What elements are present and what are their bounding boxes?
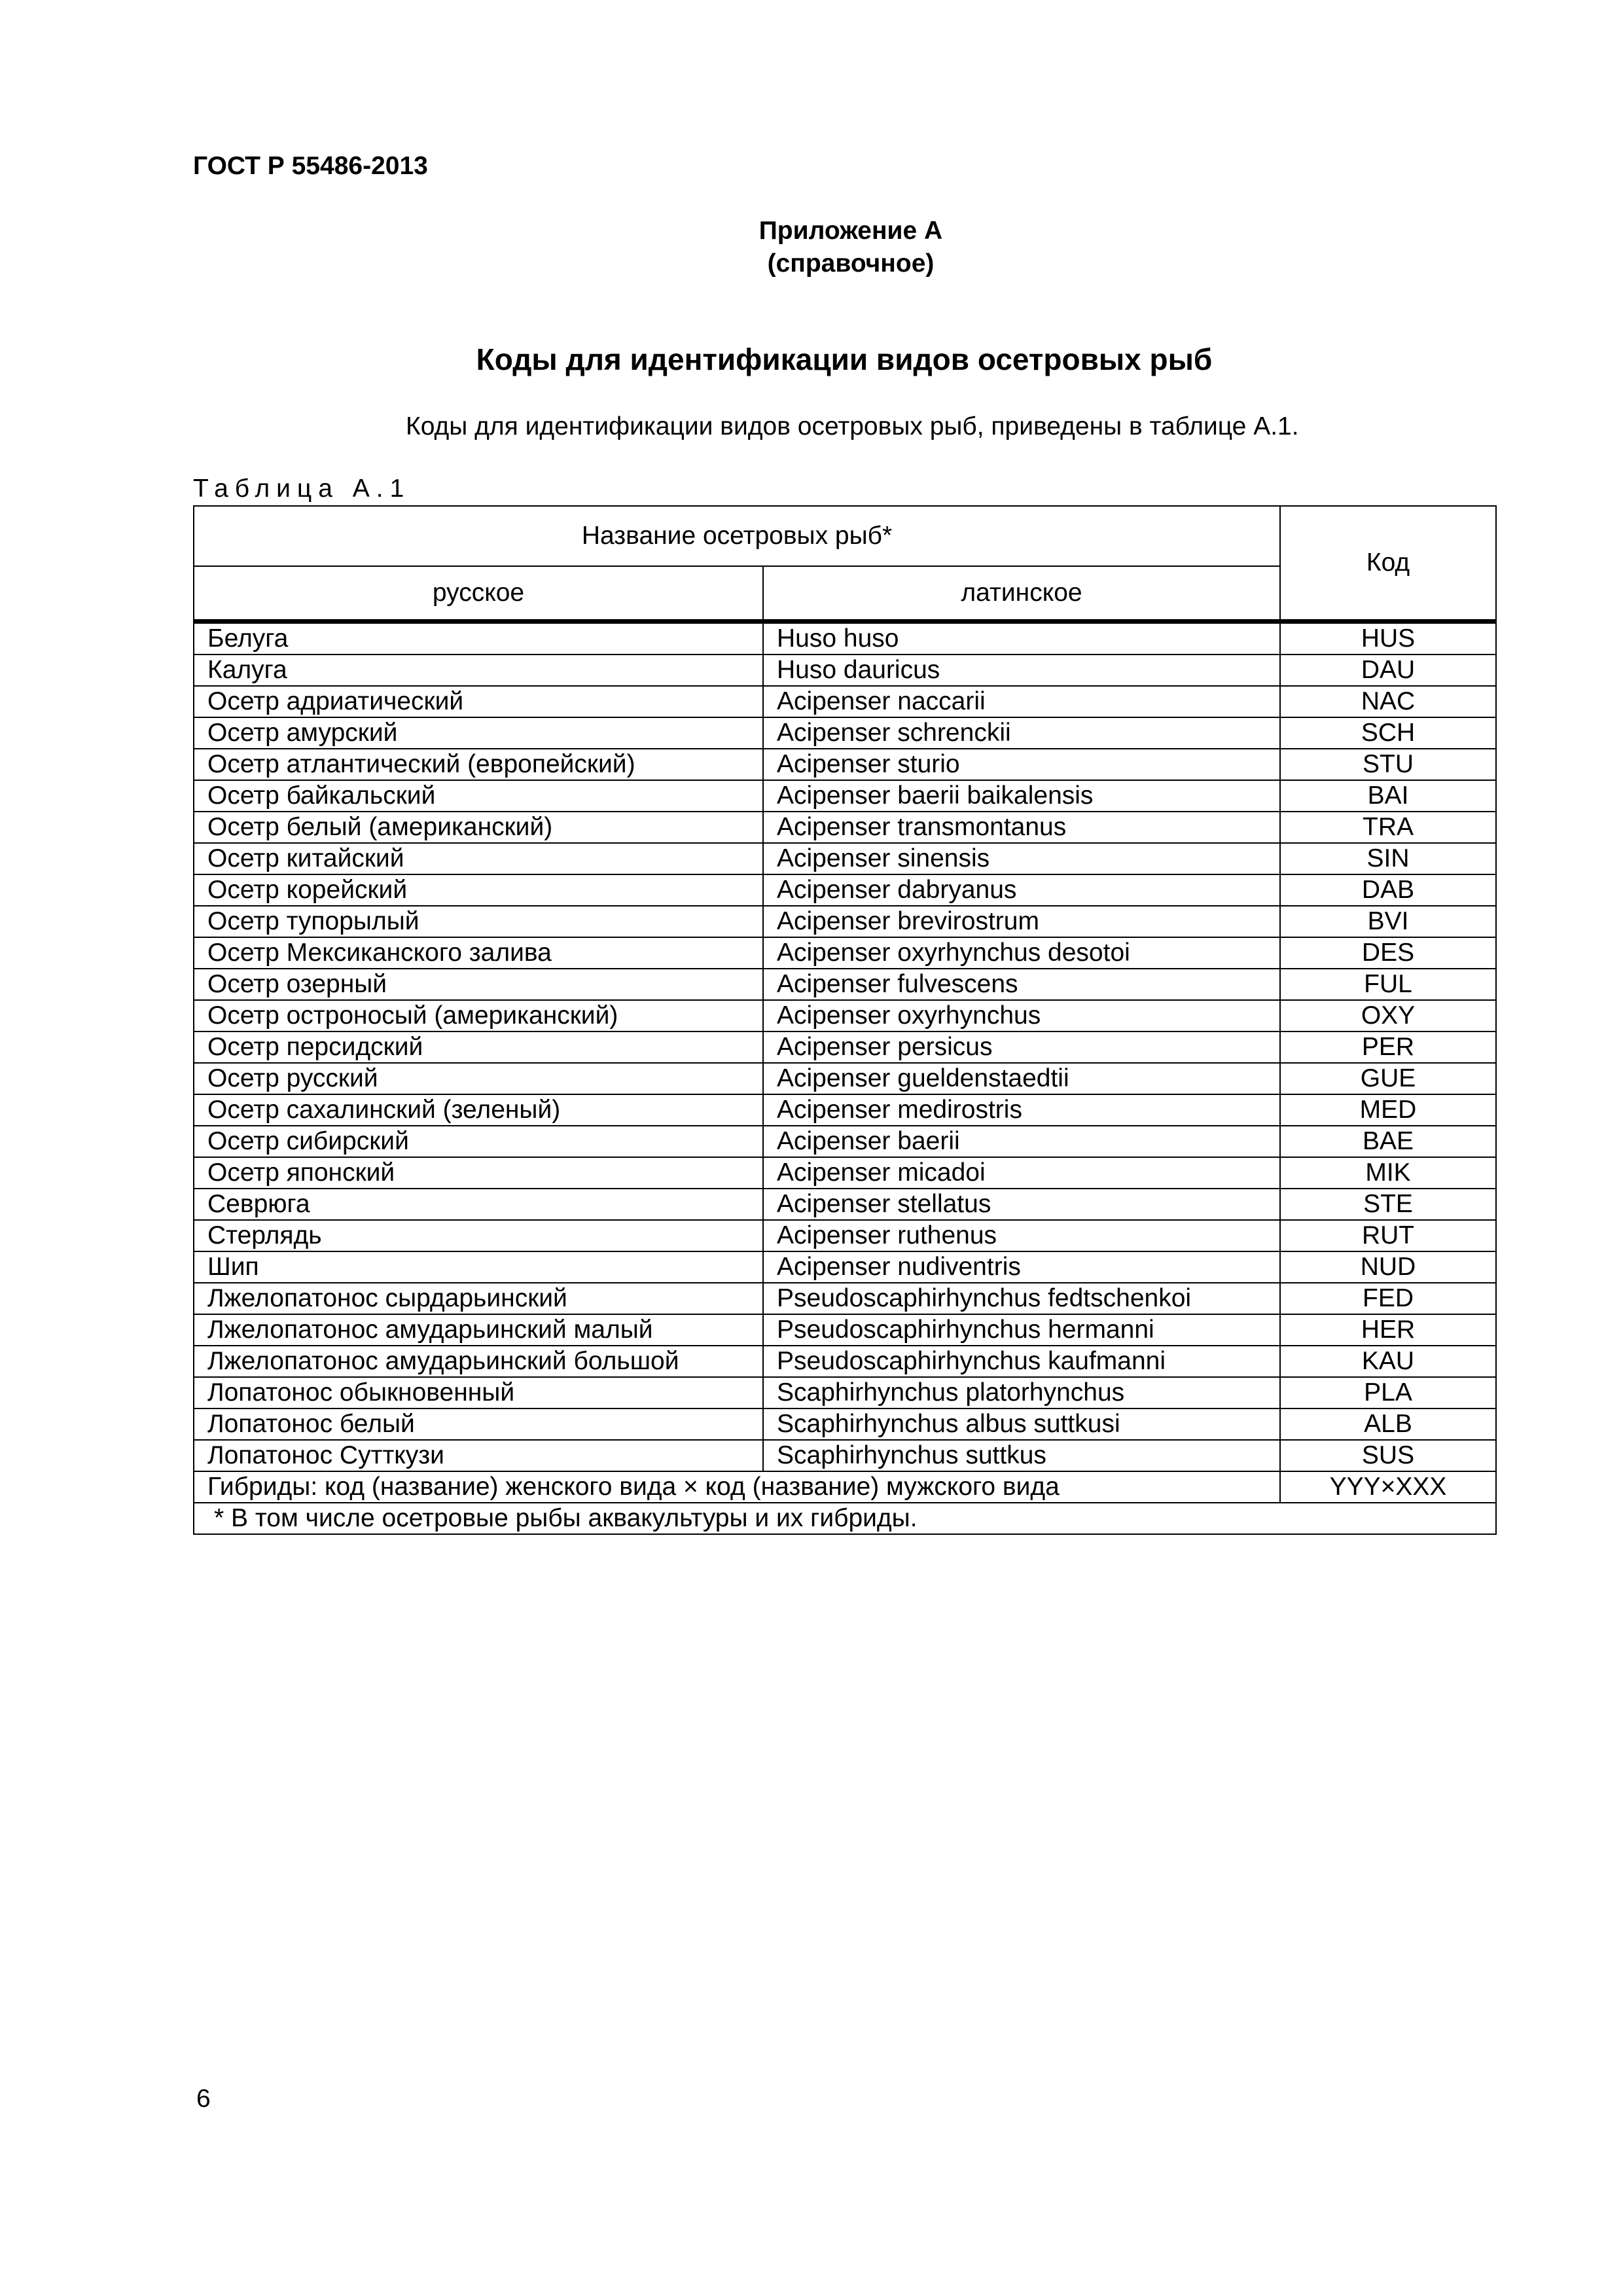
table-row <box>194 1094 1496 1126</box>
russian-name-cell: Осетр Мексиканского залива <box>194 937 763 969</box>
code-cell: DES <box>1280 937 1496 969</box>
table-row <box>194 655 1496 686</box>
code-cell: STE <box>1280 1189 1496 1220</box>
table-row <box>194 1314 1496 1346</box>
russian-name-cell: Осетр амурский <box>194 717 763 749</box>
code-cell: DAU <box>1280 655 1496 686</box>
table-caption: Таблица А.1 <box>193 475 411 503</box>
table-row <box>194 1189 1496 1220</box>
document-header: ГОСТ Р 55486-2013 <box>193 152 428 180</box>
section-title: Коды для идентификации видов осетровых рыб <box>476 342 1213 376</box>
latin-name-cell: Acipenser sinensis <box>763 843 1280 874</box>
russian-name-cell: Осетр китайский <box>194 843 763 874</box>
code-cell: PLA <box>1280 1377 1496 1408</box>
table-row <box>194 1031 1496 1063</box>
appendix-type: (справочное) <box>767 249 935 278</box>
latin-name-cell: Pseudoscaphirhynchus kaufmanni <box>763 1346 1280 1377</box>
russian-name-cell: Осетр адриатический <box>194 686 763 717</box>
code-cell: FUL <box>1280 969 1496 1000</box>
russian-name-cell: Осетр атлантический (европейский) <box>194 749 763 780</box>
footnote-row <box>194 1503 1496 1534</box>
table-row <box>194 1126 1496 1157</box>
russian-name-cell: Осетр русский <box>194 1063 763 1094</box>
latin-name-cell: Acipenser ruthenus <box>763 1220 1280 1251</box>
code-cell: PER <box>1280 1031 1496 1063</box>
header-code: Код <box>1280 506 1496 620</box>
code-cell: NAC <box>1280 686 1496 717</box>
code-cell: TRA <box>1280 812 1496 843</box>
latin-name-cell: Scaphirhynchus platorhynchus <box>763 1377 1280 1408</box>
latin-name-cell: Acipenser gueldenstaedtii <box>763 1063 1280 1094</box>
latin-name-cell: Pseudoscaphirhynchus fedtschenkoi <box>763 1283 1280 1314</box>
code-cell: MIK <box>1280 1157 1496 1189</box>
code-cell: FED <box>1280 1283 1496 1314</box>
latin-name-cell: Acipenser baerii baikalensis <box>763 780 1280 812</box>
russian-name-cell: Лопатонос обыкновенный <box>194 1377 763 1408</box>
russian-name-cell: Осетр белый (американский) <box>194 812 763 843</box>
latin-name-cell: Acipenser oxyrhynchus <box>763 1000 1280 1031</box>
hybrid-row <box>194 1471 1496 1503</box>
russian-name-cell: Осетр озерный <box>194 969 763 1000</box>
russian-name-cell: Осетр остроносый (американский) <box>194 1000 763 1031</box>
header-species-name: Название осетровых рыб* <box>194 506 1280 566</box>
latin-name-cell: Acipenser micadoi <box>763 1157 1280 1189</box>
table-row <box>194 812 1496 843</box>
code-cell: SUS <box>1280 1440 1496 1471</box>
species-codes-table <box>193 505 1497 1535</box>
latin-name-cell: Acipenser persicus <box>763 1031 1280 1063</box>
latin-name-cell: Acipenser fulvescens <box>763 969 1280 1000</box>
code-cell: BAE <box>1280 1126 1496 1157</box>
table-body <box>194 620 1496 1534</box>
table-row <box>194 1377 1496 1408</box>
code-cell: SCH <box>1280 717 1496 749</box>
table-row <box>194 1220 1496 1251</box>
code-cell: OXY <box>1280 1000 1496 1031</box>
code-cell: ALB <box>1280 1408 1496 1440</box>
table-row <box>194 937 1496 969</box>
russian-name-cell: Белуга <box>194 622 763 655</box>
russian-name-cell: Лопатонос Сутткузи <box>194 1440 763 1471</box>
code-cell: BAI <box>1280 780 1496 812</box>
russian-name-cell: Осетр байкальский <box>194 780 763 812</box>
latin-name-cell: Acipenser transmontanus <box>763 812 1280 843</box>
latin-name-cell: Acipenser naccarii <box>763 686 1280 717</box>
table-row <box>194 1283 1496 1314</box>
latin-name-cell: Acipenser brevirostrum <box>763 906 1280 937</box>
table-row <box>194 1346 1496 1377</box>
latin-name-cell: Acipenser stellatus <box>763 1189 1280 1220</box>
header-russian: русское <box>194 566 763 620</box>
code-cell: GUE <box>1280 1063 1496 1094</box>
table-row <box>194 780 1496 812</box>
latin-name-cell: Huso huso <box>763 622 1280 655</box>
russian-name-cell: Севрюга <box>194 1189 763 1220</box>
table-row <box>194 843 1496 874</box>
code-cell: MED <box>1280 1094 1496 1126</box>
table-row <box>194 1251 1496 1283</box>
latin-name-cell: Acipenser sturio <box>763 749 1280 780</box>
latin-name-cell: Acipenser medirostris <box>763 1094 1280 1126</box>
table-row <box>194 717 1496 749</box>
code-cell: RUT <box>1280 1220 1496 1251</box>
russian-name-cell: Лжелопатонос амударьинский малый <box>194 1314 763 1346</box>
hybrid-rule-cell: Гибриды: код (название) женского вида × код (название) мужского вида <box>194 1471 1280 1503</box>
code-cell: NUD <box>1280 1251 1496 1283</box>
table-row <box>194 1408 1496 1440</box>
table-row <box>194 1000 1496 1031</box>
intro-paragraph: Коды для идентификации видов осетровых рыб, приведены в таблице А.1. <box>406 412 1299 440</box>
latin-name-cell: Acipenser dabryanus <box>763 874 1280 906</box>
table-row <box>194 1063 1496 1094</box>
latin-name-cell: Acipenser oxyrhynchus desotoi <box>763 937 1280 969</box>
table-row <box>194 749 1496 780</box>
code-cell: KAU <box>1280 1346 1496 1377</box>
latin-name-cell: Acipenser schrenckii <box>763 717 1280 749</box>
russian-name-cell: Осетр корейский <box>194 874 763 906</box>
appendix-label: Приложение А <box>758 217 943 245</box>
code-cell: HER <box>1280 1314 1496 1346</box>
russian-name-cell: Калуга <box>194 655 763 686</box>
code-cell: SIN <box>1280 843 1496 874</box>
table-row <box>194 874 1496 906</box>
russian-name-cell: Осетр японский <box>194 1157 763 1189</box>
latin-name-cell: Scaphirhynchus suttkus <box>763 1440 1280 1471</box>
russian-name-cell: Лопатонос белый <box>194 1408 763 1440</box>
russian-name-cell: Осетр тупорылый <box>194 906 763 937</box>
russian-name-cell: Шип <box>194 1251 763 1283</box>
latin-name-cell: Huso dauricus <box>763 655 1280 686</box>
code-cell: DAB <box>1280 874 1496 906</box>
hybrid-code-cell: YYY×XXX <box>1280 1471 1496 1503</box>
page-number: 6 <box>196 2085 211 2113</box>
table-row <box>194 969 1496 1000</box>
table-row <box>194 906 1496 937</box>
footnote: * В том числе осетровые рыбы аквакультуры и их гибриды. <box>194 1503 1496 1534</box>
russian-name-cell: Осетр персидский <box>194 1031 763 1063</box>
russian-name-cell: Стерлядь <box>194 1220 763 1251</box>
code-cell: HUS <box>1280 622 1496 655</box>
latin-name-cell: Scaphirhynchus albus suttkusi <box>763 1408 1280 1440</box>
russian-name-cell: Осетр сахалинский (зеленый) <box>194 1094 763 1126</box>
header-latin: латинское <box>763 566 1280 620</box>
table-row <box>194 686 1496 717</box>
russian-name-cell: Лжелопатонос амударьинский большой <box>194 1346 763 1377</box>
table-row <box>194 1440 1496 1471</box>
table-row <box>194 622 1496 655</box>
russian-name-cell: Лжелопатонос сырдарьинский <box>194 1283 763 1314</box>
latin-name-cell: Pseudoscaphirhynchus hermanni <box>763 1314 1280 1346</box>
code-cell: STU <box>1280 749 1496 780</box>
code-cell: BVI <box>1280 906 1496 937</box>
russian-name-cell: Осетр сибирский <box>194 1126 763 1157</box>
latin-name-cell: Acipenser baerii <box>763 1126 1280 1157</box>
table-row <box>194 1157 1496 1189</box>
latin-name-cell: Acipenser nudiventris <box>763 1251 1280 1283</box>
